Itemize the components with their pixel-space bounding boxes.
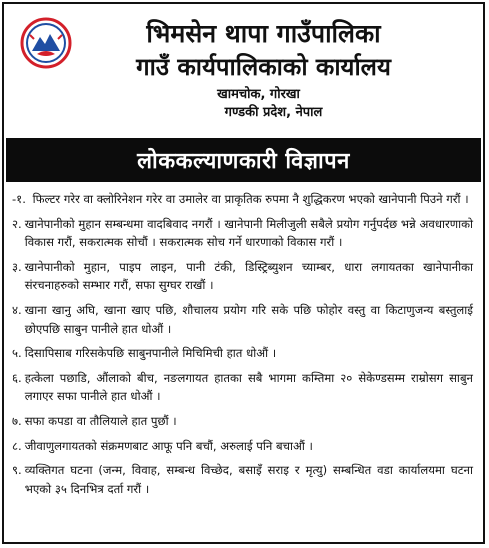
notice-item [12,190,473,209]
notice-text: खाना खानु अघि, खाना खाए पछि, शौचालय प्रयोग गरि सके पछि फोहोर वस्तु वा किटाणुजन्य बस्तुलाई छोएपछि साबुन पानीले हात धोऔं । [24,302,473,336]
address-line-2: गण्डकी प्रदेश, नेपाल [224,105,323,120]
notice-number: -१. [12,192,26,206]
notice-number: ५. [12,346,22,361]
notice-text: जीवाणुलगायतको संक्रमणबाट आफू पनि बचौं, अरुलाई पनि बचाऔं । [24,438,313,453]
notice-text: खानेपानीको मुहान, पाइप लाइन, पानी टंकी, डिस्ट्रिब्युशन च्याम्बर, धारा लगायतका खानेपानीका संरचनाहरुको सम्भार गरौं, सफा सुग्घर राखौं । [24,259,473,293]
notice-text: हत्केला पछाडि, औंलाको बीच, नङलगायत हातका सबै भागमा कम्तिमा २० सेकेण्डसम्म राम्रोसग साबुन लगाएर सफा पानीले हात धोऔं । [24,370,473,404]
notice-number: ६. [12,370,22,385]
notice-text: व्यक्तिगत घटना (जन्म, विवाह, सम्बन्ध विच्छेद, बसाइँ सराइ र मृत्यु) सम्बन्धित वडा कार्यालयमा घटना भएको ३५ दिनभित्र दर्ता गरौं । [24,463,473,496]
notice-item [12,215,473,252]
notice-item [12,301,473,338]
notice-item [12,258,473,295]
notice-number: ७. [12,413,22,428]
notice-text: दिसापिसाब गरिसकेपछि साबुनपानीले मिचिमिची हात धोऔं । [24,346,277,361]
notice-text: खानेपानीको मुहान सम्बन्धमा वादबिवाद नगरौं । खानेपानी मिलीजुली सबैले प्रयोग गर्नुपर्दछ भन्ने अवधारणाको विकास गरौं, सकरात्मक सोचौं । सकरात्मक सोच गर्ने धारणाको विकास गरौं । [24,216,473,250]
notice-text: सफा कपडा वा तौलियाले हात पुछौं । [24,413,177,428]
notice-item [12,344,473,363]
notice-item [12,369,473,406]
notice-number: ३. [12,259,22,274]
notice-page [2,2,485,544]
notice-banner [6,138,481,182]
banner-title: लोककल्याणकारी विज्ञापन [137,149,350,174]
notice-number: २. [12,216,22,231]
notice-item [12,437,473,456]
office-subtitle: गाउँ कार्यपालिकाको कार्यालय [136,53,391,81]
notice-number: ४. [12,302,22,317]
notice-item [12,412,473,431]
notice-list [12,190,473,504]
notice-number: ८. [12,438,22,453]
address-line-1: खामचोक, गोरखा [217,87,300,102]
notice-item [12,461,473,498]
notice-text: फिल्टर गरेर वा क्लोरिनेशन गरेर वा उमालेर वा प्राकृतिक रुपमा नै शुद्धिकरण भएको खानेपानी पिउने गरौं । [32,192,469,206]
notice-number: ९. [12,463,22,478]
office-name: भिमसेन थापा गाउँपालिका [146,19,381,48]
